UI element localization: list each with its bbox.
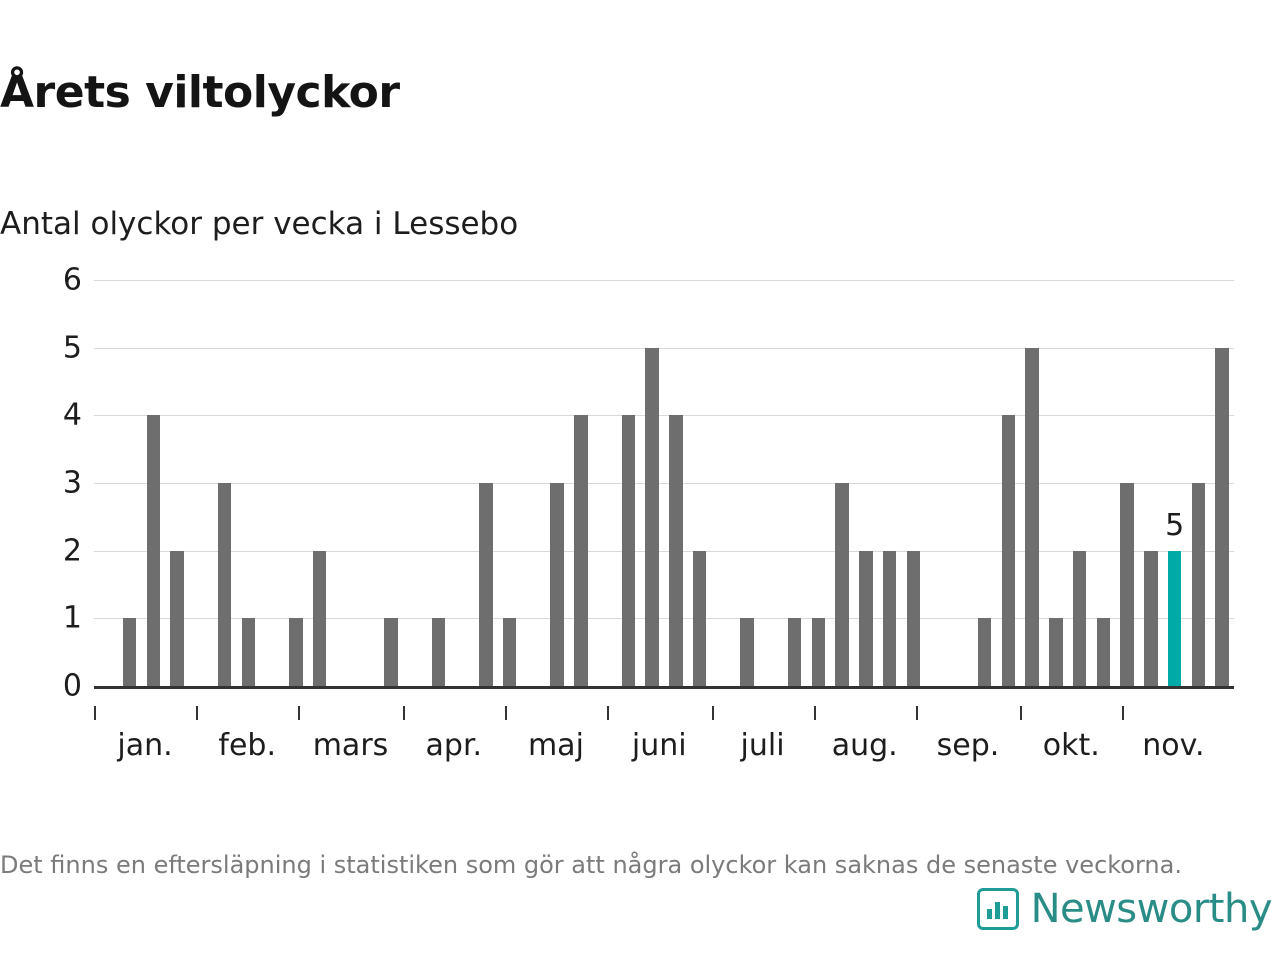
x-axis-tick	[814, 706, 816, 720]
x-axis-tick	[712, 706, 714, 720]
bar	[1025, 348, 1038, 686]
x-axis-label: juni	[631, 728, 687, 763]
bar	[147, 415, 160, 686]
bar	[1097, 618, 1110, 686]
bar	[479, 483, 492, 686]
x-axis-label: aug.	[831, 728, 898, 763]
x-axis-tick	[94, 706, 96, 720]
page-title: Årets viltolyckor	[0, 67, 400, 119]
bar	[812, 618, 825, 686]
bar	[313, 551, 326, 686]
x-axis-tick	[1020, 706, 1022, 720]
bar	[1144, 551, 1157, 686]
x-axis-label: okt.	[1042, 728, 1100, 763]
x-axis-label: maj	[527, 728, 584, 763]
bars-group	[94, 280, 1234, 686]
bar	[907, 551, 920, 686]
bar	[170, 551, 183, 686]
x-axis-label: apr.	[425, 728, 483, 763]
bar	[550, 483, 563, 686]
newsworthy-logo	[977, 886, 1272, 932]
x-axis-label: jan.	[117, 728, 173, 763]
x-axis-label: juli	[740, 728, 785, 763]
bar	[622, 415, 635, 686]
brand-name: Newsworthy	[1030, 886, 1272, 932]
x-axis-tick	[298, 706, 300, 720]
bar	[574, 415, 587, 686]
x-axis-label: sep.	[936, 728, 1000, 763]
x-axis-tick	[916, 706, 918, 720]
bar	[1002, 415, 1015, 686]
x-axis-label: feb.	[218, 728, 276, 763]
y-axis-tick-label: 3	[62, 465, 82, 501]
chart-footnote: Det finns en eftersläpning i statistiken som gör att några olyckor kan saknas de senaste veckorna.	[0, 851, 1182, 879]
x-axis-label: mars	[312, 728, 389, 763]
bar	[883, 551, 896, 686]
bar	[289, 618, 302, 686]
bar	[242, 618, 255, 686]
bar	[859, 551, 872, 686]
bar	[1073, 551, 1086, 686]
x-axis-tick	[403, 706, 405, 720]
bar	[645, 348, 658, 686]
bar	[669, 415, 682, 686]
bar-chart-logo-icon	[977, 888, 1019, 930]
bar	[218, 483, 231, 686]
y-axis-tick-label: 6	[62, 262, 82, 298]
bar	[788, 618, 801, 686]
bar	[123, 618, 136, 686]
x-axis-tick	[196, 706, 198, 720]
x-axis-tick	[1122, 706, 1124, 720]
bar	[1120, 483, 1133, 686]
bar	[740, 618, 753, 686]
y-axis-tick-label: 1	[62, 600, 82, 636]
bar	[1192, 483, 1205, 686]
y-axis-tick-label: 5	[62, 330, 82, 366]
x-axis-label: nov.	[1142, 728, 1205, 763]
bar-chart	[0, 258, 1240, 763]
y-axis-tick-label: 0	[62, 668, 82, 704]
bar	[432, 618, 445, 686]
bar	[503, 618, 516, 686]
bar	[1168, 551, 1181, 686]
bar	[384, 618, 397, 686]
x-axis-line	[94, 686, 1234, 689]
bar-value-label: 5	[1165, 507, 1185, 543]
bar	[1215, 348, 1228, 686]
x-axis-tick	[607, 706, 609, 720]
y-axis-tick-label: 4	[62, 397, 82, 433]
bar	[1049, 618, 1062, 686]
bar	[978, 618, 991, 686]
bar	[693, 551, 706, 686]
bar	[835, 483, 848, 686]
x-axis-month-labels	[94, 706, 1234, 763]
x-axis-tick	[505, 706, 507, 720]
y-axis-tick-label: 2	[62, 533, 82, 569]
page-subtitle: Antal olyckor per vecka i Lessebo	[0, 205, 519, 242]
